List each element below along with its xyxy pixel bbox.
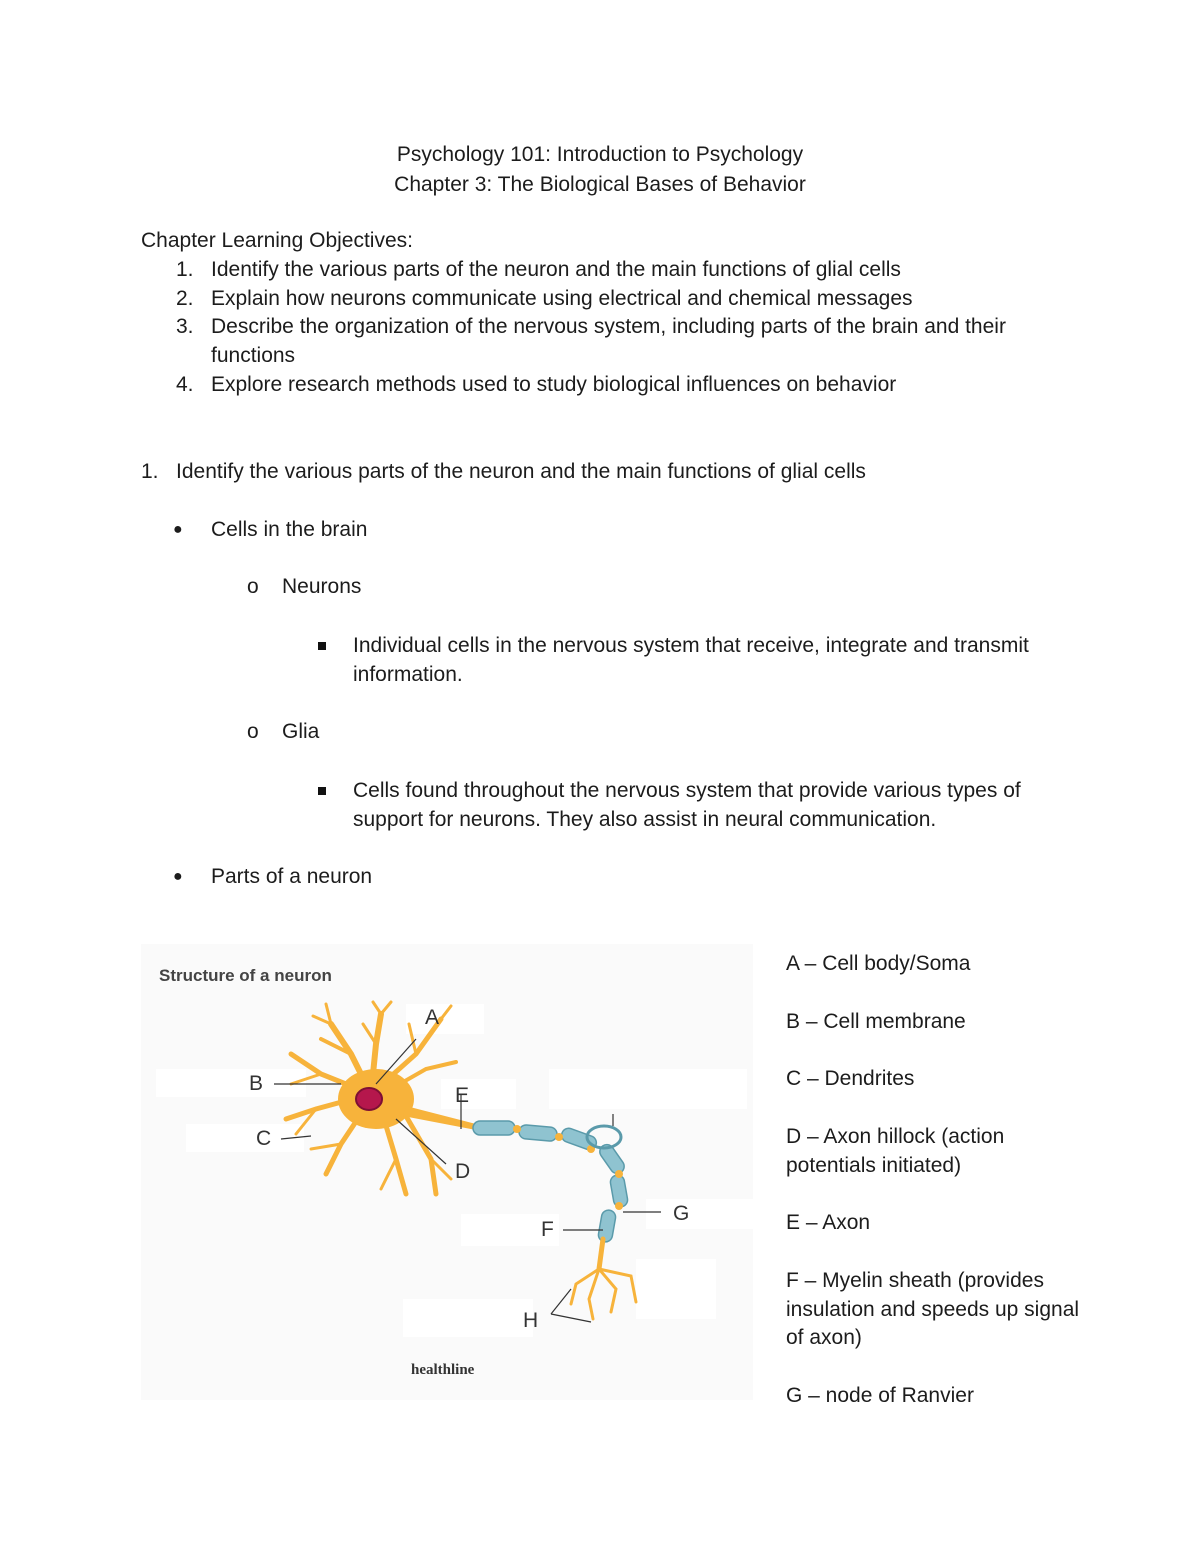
definition-text: Individual cells in the nervous system that receive, integrate and transmit information. bbox=[353, 634, 1029, 686]
bullet-text: Parts of a neuron bbox=[211, 865, 373, 888]
sub-bullet-mark: o bbox=[247, 720, 259, 743]
legend-item: D – Axon hillock (action potentials initiated) bbox=[786, 1124, 1005, 1177]
sub-bullet-text: Glia bbox=[282, 720, 320, 743]
neuron-figure bbox=[141, 944, 753, 1400]
bullet-mark: ● bbox=[173, 521, 183, 538]
objective-text: Explore research methods used to study biological influences on behavior bbox=[211, 372, 897, 396]
legend-item: E – Axon bbox=[786, 1211, 871, 1235]
figure-label-f: F bbox=[541, 1218, 554, 1241]
figure-label-d: D bbox=[455, 1160, 471, 1183]
legend-item: F – Myelin sheath (provides insulation and speeds up signal of axon) bbox=[786, 1268, 1080, 1350]
legend-item: C – Dendrites bbox=[786, 1067, 915, 1091]
objective-text: Explain how neurons communicate using electrical and chemical messages bbox=[211, 286, 913, 310]
nucleus-icon bbox=[356, 1088, 382, 1110]
figure-legend bbox=[786, 950, 1086, 1440]
figure-label-e: E bbox=[455, 1084, 470, 1107]
neurons-definition bbox=[318, 632, 1063, 690]
objective-number: 2. bbox=[176, 286, 194, 310]
objective-item bbox=[141, 256, 1071, 285]
legend-item: G – node of Ranvier bbox=[786, 1383, 974, 1407]
figure-label-g: G bbox=[673, 1202, 690, 1225]
bullet-text: Cells in the brain bbox=[211, 518, 368, 541]
section-title: Identify the various parts of the neuron and the main functions of glial cells bbox=[176, 460, 866, 483]
figure-title: Structure of a neuron bbox=[159, 966, 332, 985]
objectives-heading: Chapter Learning Objectives: bbox=[141, 229, 413, 252]
objective-number: 1. bbox=[176, 257, 194, 281]
bullet-mark: ● bbox=[173, 868, 183, 885]
learning-objectives bbox=[141, 227, 1071, 400]
objective-text: Describe the organization of the nervous system, including parts of the brain and their functions bbox=[211, 315, 1006, 368]
figure-label-c: C bbox=[256, 1127, 272, 1150]
legend-item: A – Cell body/Soma bbox=[786, 952, 971, 975]
objective-item bbox=[141, 285, 1071, 314]
neuron-diagram bbox=[141, 944, 753, 1400]
section-number: 1. bbox=[141, 460, 159, 483]
objective-item bbox=[141, 371, 1071, 400]
legend-item: B – Cell membrane bbox=[786, 1009, 966, 1033]
page-header bbox=[0, 140, 1200, 200]
sub-bullet-text: Neurons bbox=[282, 575, 362, 598]
course-title: Psychology 101: Introduction to Psychology bbox=[396, 143, 804, 166]
objective-number: 4. bbox=[176, 372, 194, 396]
square-bullet-mark bbox=[318, 632, 326, 650]
objective-number: 3. bbox=[176, 315, 194, 339]
objective-text: Identify the various parts of the neuron and the main functions of glial cells bbox=[211, 257, 901, 281]
glia-definition bbox=[318, 777, 1063, 835]
square-bullet-mark bbox=[318, 777, 326, 795]
definition-text: Cells found throughout the nervous system that provide various types of support for neurons. They also assist in neural communication. bbox=[353, 779, 1021, 831]
objective-item bbox=[141, 313, 1071, 371]
chapter-title: Chapter 3: The Biological Bases of Behavior bbox=[394, 173, 806, 196]
figure-label-b: B bbox=[249, 1072, 264, 1095]
healthline-logo: healthline bbox=[411, 1362, 475, 1378]
figure-label-a: A bbox=[425, 1006, 440, 1029]
figure-label-h: H bbox=[523, 1309, 539, 1332]
sub-bullet-mark: o bbox=[247, 575, 259, 598]
